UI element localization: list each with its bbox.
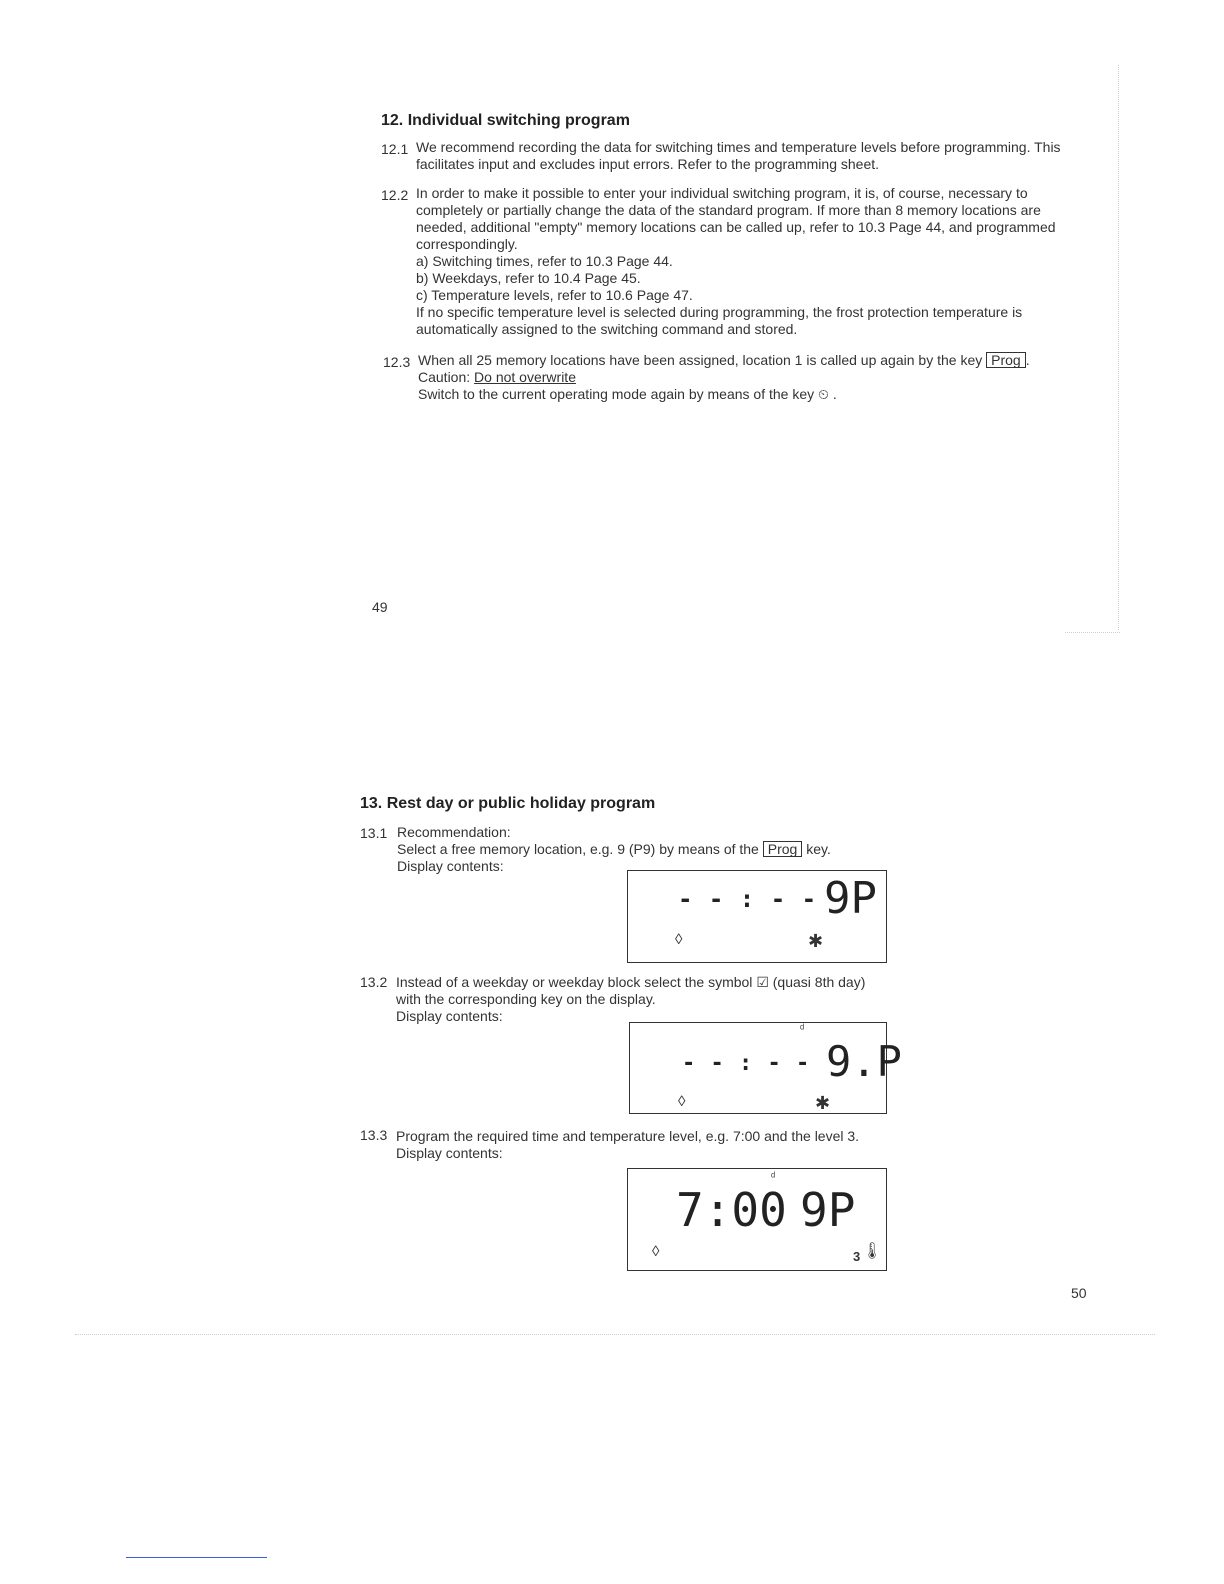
para-text: (quasi 8th day) (772, 974, 866, 990)
list-item-a: a) Switching times, refer to 10.3 Page 44. (416, 253, 673, 269)
para-13-3 (396, 1128, 859, 1162)
lcd-location: 9.P (826, 1037, 902, 1086)
lcd-time: 7:00 (676, 1183, 787, 1237)
scan-edge (1065, 632, 1120, 633)
thermometer-icon: 🌡 (862, 1243, 883, 1260)
scan-edge (75, 1334, 1155, 1335)
para-12-1 (416, 139, 1061, 173)
para-line: completely or partially change the data of the standard program. If more than 8 memory locations are (416, 202, 1041, 218)
para-text: . (832, 386, 837, 402)
drop-icon: ◊ (675, 931, 683, 948)
lcd-display-2 (629, 1022, 902, 1114)
para-line (397, 841, 831, 858)
para-line (396, 974, 865, 991)
para-text: When all 25 memory locations have been assigned, location 1 is called up again by the key (418, 352, 983, 368)
para-12-2-number: 12.2 (381, 187, 409, 203)
page-number-50: 50 (1071, 1285, 1087, 1301)
para-13-3-number: 13.3 (360, 1127, 388, 1143)
para-13-2 (396, 974, 865, 1025)
para-line: Display contents: (396, 1008, 503, 1024)
para-line (418, 386, 1030, 403)
lcd-time: - - : - - (682, 1051, 811, 1076)
para-line: If no specific temperature level is selected during programming, the frost protection temperature is (416, 304, 1023, 320)
rest-day-icon: ᵈ (771, 1171, 776, 1183)
para-line (418, 352, 1030, 369)
lcd-time: - - : - - (678, 885, 818, 913)
section-12-title: 12. Individual switching program (381, 112, 630, 129)
lcd-display-1 (627, 870, 887, 963)
list-item-b: b) Weekdays, refer to 10.4 Page 45. (416, 270, 641, 286)
para-text: key. (806, 841, 831, 857)
para-line: Program the required time and temperature level, e.g. 7:00 and the level 3. (396, 1128, 860, 1144)
frost-icon: ✱ (808, 931, 824, 951)
level-value: 3 (853, 1249, 861, 1264)
para-text: . (1025, 352, 1030, 368)
lcd-display-3 (627, 1168, 887, 1271)
caution-label: Caution: (418, 369, 471, 385)
prog-key: Prog (986, 352, 1026, 368)
lcd-location: 9P (800, 1183, 856, 1237)
para-line: automatically assigned to the switching command and stored. (416, 321, 798, 337)
para-13-2-number: 13.2 (360, 974, 388, 990)
frost-icon: ✱ (815, 1093, 831, 1113)
para-line: Display contents: (396, 1145, 503, 1161)
para-line: Display contents: (397, 858, 504, 874)
rest-day-icon: ☑ (756, 974, 769, 990)
drop-icon: ◊ (678, 1093, 686, 1110)
para-text: Instead of a weekday or weekday block select the symbol (396, 974, 753, 990)
para-line: with the corresponding key on the display. (396, 991, 656, 1007)
caution-line (418, 369, 1030, 386)
para-line: Recommendation: (397, 824, 511, 840)
para-line: We recommend recording the data for switching times and temperature levels before programming. This (416, 139, 1061, 155)
page-number-49: 49 (372, 599, 388, 615)
lcd-location: 9P (824, 873, 877, 924)
scan-edge (1118, 65, 1119, 630)
para-line: needed, additional "empty" memory locations can be called up, refer to 10.3 Page 44, and programmed (416, 219, 1056, 235)
para-text: Switch to the current operating mode again by means of the key (418, 386, 815, 402)
para-12-3-number: 12.3 (383, 354, 411, 370)
prog-key: Prog (763, 841, 803, 857)
clock-icon: ⏲ (818, 386, 829, 402)
para-12-2 (416, 185, 1056, 338)
para-13-1 (397, 824, 831, 875)
para-12-1-number: 12.1 (381, 141, 409, 157)
section-13-title: 13. Rest day or public holiday program (360, 795, 656, 812)
para-line: In order to make it possible to enter your individual switching program, it is, of course, necessary to (416, 185, 1028, 201)
list-item-c: c) Temperature levels, refer to 10.6 Page 47. (416, 287, 693, 303)
para-13-1-number: 13.1 (360, 825, 388, 841)
footer-link-line (126, 1557, 267, 1558)
para-12-3 (418, 352, 1030, 403)
para-text: Select a free memory location, e.g. 9 (P9) by means of the (397, 841, 759, 857)
caution-text: Do not overwrite (474, 369, 576, 385)
drop-icon: ◊ (652, 1243, 660, 1260)
para-line: facilitates input and excludes input errors. Refer to the programming sheet. (416, 156, 880, 172)
para-line: correspondingly. (416, 236, 518, 252)
rest-day-icon: ᵈ (800, 1023, 805, 1035)
